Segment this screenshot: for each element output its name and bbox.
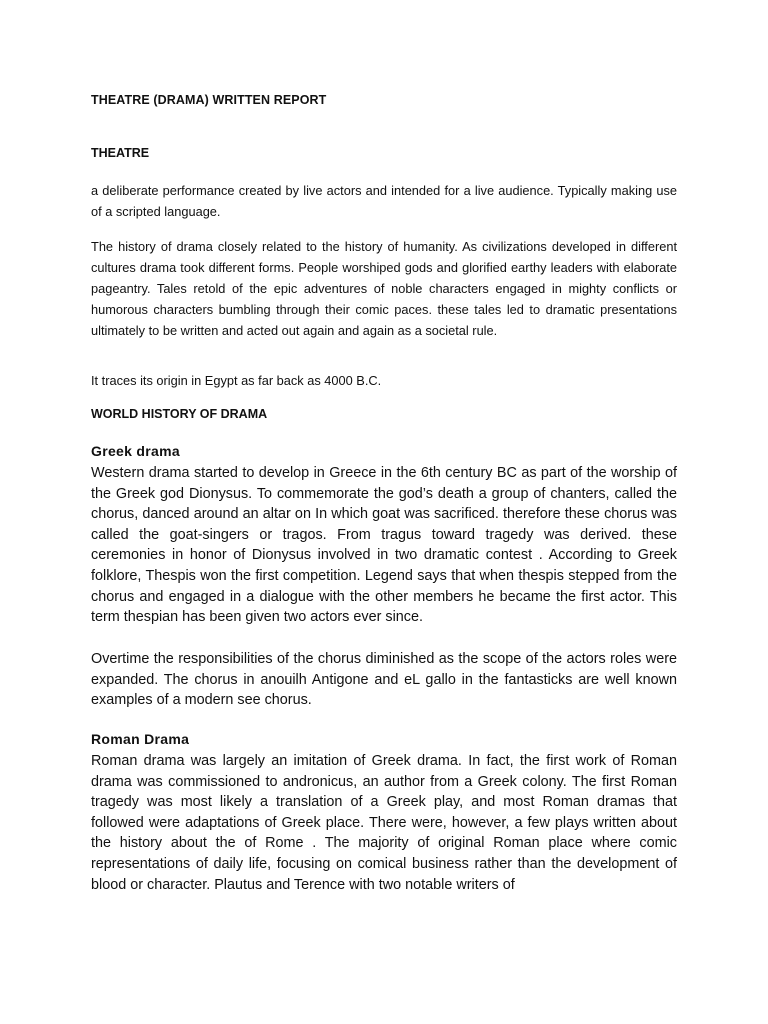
- theatre-origin-paragraph: It traces its origin in Egypt as far back as 4000 B.C.: [91, 373, 382, 388]
- greek-chorus-paragraph: Overtime the responsibilities of the chorus diminished as the scope of the actors roles were expanded. The chorus in anouilh Antigone and eL gallo in the fantasticks are well known examples of a modern see chorus.: [91, 651, 677, 709]
- subheading-greek-drama: Greek drama: [91, 443, 180, 459]
- theatre-history-paragraph: The history of drama closely related to the history of humanity. As civilizations developed in different cultures drama took different forms. People worshiped gods and glorified earthy leaders with elaborate pageantry. Tales retold of the epic adventures of noble characters engaged in mighty conflicts or humorous characters bumbling through their comic paces. these tales led to dramatic presentations ultimately to be written and acted out again and again as a societal rule.: [91, 239, 677, 338]
- document-title: THEATRE (DRAMA) WRITTEN REPORT: [91, 93, 327, 107]
- theatre-definition-paragraph: a deliberate performance created by live actors and intended for a live audience. Typically making use of a scripted language.: [91, 183, 677, 219]
- section-heading-theatre: THEATRE: [91, 146, 150, 160]
- subheading-roman-drama: Roman Drama: [91, 731, 190, 747]
- section-heading-world-history: WORLD HISTORY OF DRAMA: [91, 407, 268, 421]
- greek-drama-paragraph: Western drama started to develop in Greece in the 6th century BC as part of the worship of the Greek god Dionysus. To commemorate the god’s death a group of chanters, called the chorus, danced around an altar on In which goat was sacrificed. therefore these chorus was called the goat-singers or tragos. From tragus toward tragedy was derived. these ceremonies in honor of Dionysus involved in two dramatic contest . According to Greek folklore, Thespis won the first competition. Legend says that when thespis stepped from the chorus and engaged in a dialogue with the other members he became the first actor. This term thespian has been given two actors ever since.: [91, 465, 677, 626]
- roman-drama-paragraph: Roman drama was largely an imitation of Greek drama. In fact, the first work of Roman drama was commissioned to andronicus, an author from a Greek colony. The first Roman tragedy was most likely a translation of a Greek play, and most Roman dramas that followed were adaptations of Greek place. There were, however, a few plays written about the history about the of Rome . The majority of original Roman place where comic representations of daily life, focusing on comical business rather than the development of blood or character. Plautus and Terence with two notable writers of: [91, 753, 677, 893]
